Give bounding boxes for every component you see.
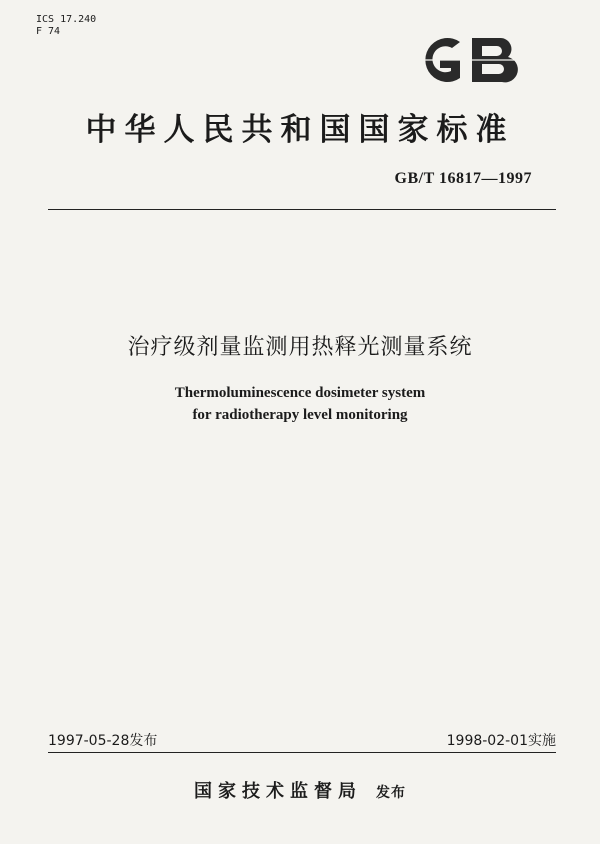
- classification-block: [36, 14, 96, 38]
- class-code: F 74: [36, 26, 61, 37]
- effective-date: 1998-02-01实施: [446, 733, 556, 749]
- issuer-line: [0, 777, 600, 803]
- header-divider: [48, 209, 556, 210]
- standard-number: GB/T 16817—1997: [394, 170, 532, 187]
- title-english-line2: for radiotherapy level monitoring: [192, 407, 408, 423]
- national-standard-heading: 中华人民共和国国家标准: [85, 112, 515, 148]
- issue-date: 1997-05-28发布: [48, 733, 158, 749]
- footer-divider: [48, 752, 556, 753]
- ics-code: ICS 17.240: [36, 14, 97, 25]
- issuer-name: 国家技术监督局: [194, 781, 362, 802]
- issuer-action: 发布: [376, 785, 406, 801]
- dates-row: [48, 730, 556, 750]
- title-chinese: 治疗级剂量监测用热释光测量系统: [127, 335, 473, 360]
- title-english: [0, 382, 600, 426]
- title-english-line1: Thermoluminescence dosimeter system: [174, 385, 426, 401]
- gb-logo-icon: [410, 30, 526, 90]
